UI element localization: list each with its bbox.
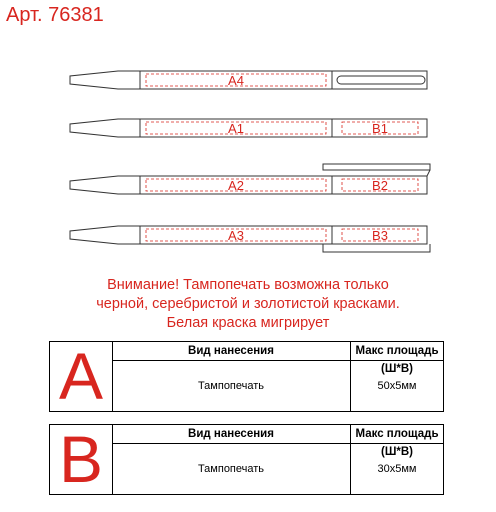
header-method: Вид нанесения <box>112 425 351 444</box>
method-value: Тампопечать <box>112 361 351 411</box>
zone-label-a2: A2 <box>228 178 244 193</box>
table-a <box>49 341 444 412</box>
zone-label-a4: A4 <box>228 73 244 88</box>
notice-line-2: черной, серебристой и золотистой красками. <box>96 296 400 312</box>
zone-label-a3: A3 <box>228 228 244 243</box>
zone-label-b2: B2 <box>372 178 388 193</box>
header-max-area: Макс площадь (Ш*В) <box>351 342 443 361</box>
zone-label-b1: B1 <box>372 121 388 136</box>
header-method: Вид нанесения <box>112 342 351 361</box>
table-letter-b: B <box>50 425 113 494</box>
article-title: Арт. 76381 <box>6 4 104 26</box>
notice-line-3: Белая краска мигрирует <box>166 315 330 331</box>
zone-label-b3: B3 <box>372 228 388 243</box>
zone-label-a1: A1 <box>228 121 244 136</box>
method-value: Тампопечать <box>112 444 351 494</box>
table-b <box>49 424 444 495</box>
area-value: 50x5мм <box>377 380 417 392</box>
printing-notice <box>0 276 496 333</box>
area-value: 30x5мм <box>377 463 417 475</box>
header-max-area: Макс площадь (Ш*В) <box>351 425 443 444</box>
notice-line-1: Внимание! Тампопечать возможна только <box>107 277 389 293</box>
table-letter-a: A <box>50 342 113 411</box>
